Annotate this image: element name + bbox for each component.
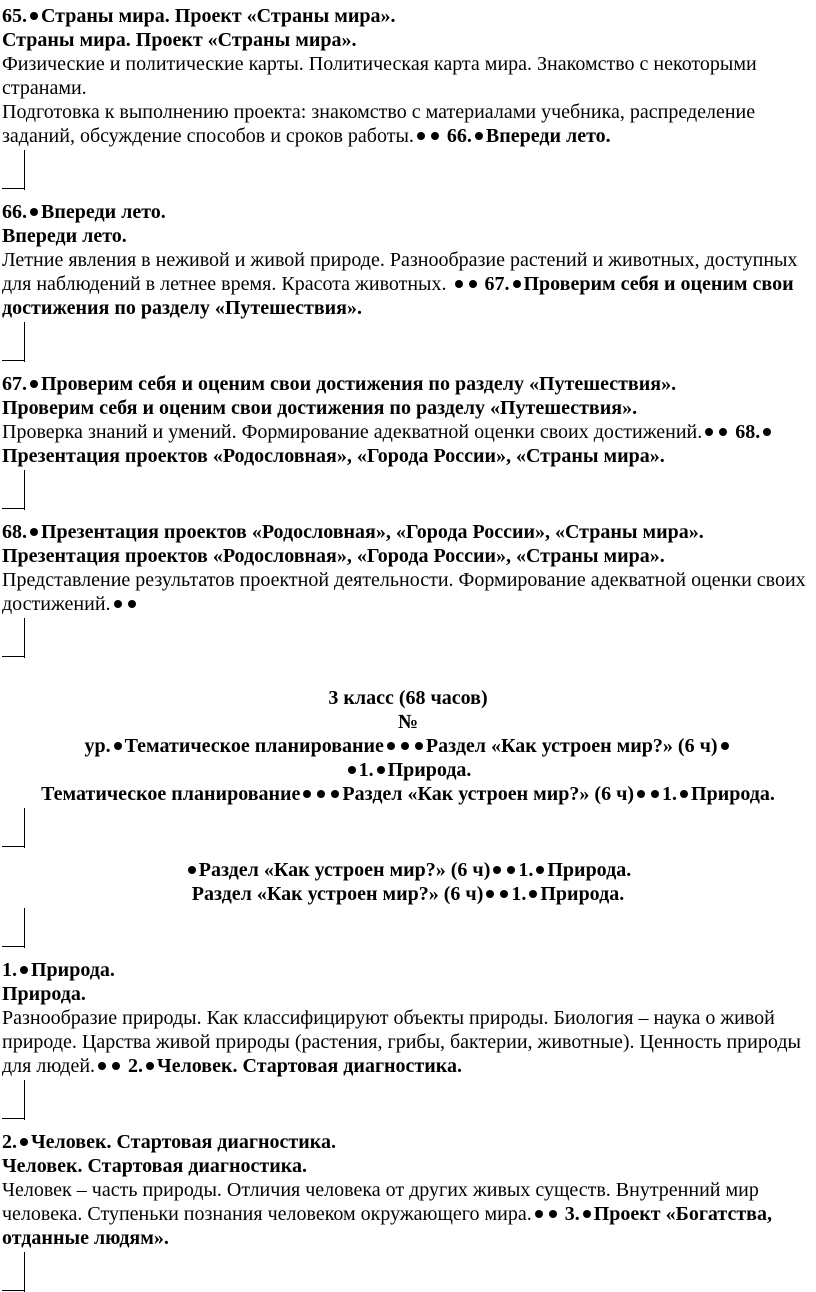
grade-header-line-1: ур. Тематическое планирование Раздел «Как устроен мир?» (6 ч)1. Природа. <box>0 734 816 782</box>
bullet-icon <box>30 528 38 536</box>
cell-marker <box>2 470 816 510</box>
bullet-icon <box>529 890 537 898</box>
lesson-block-1 <box>0 958 816 1120</box>
lesson-heading: 68. Презентация проектов «Родословная», «Города России», «Страны мира». <box>2 521 704 543</box>
bullet-icon <box>583 1210 591 1218</box>
bullet-icon <box>680 790 688 798</box>
bullet-icon <box>493 866 501 874</box>
lesson-heading: 67. Проверим себя и оценим свои достижения по разделу «Путешествия». <box>2 373 677 395</box>
lesson-heading: 66. Впереди лето. <box>2 201 166 223</box>
lesson-body: Человек – часть природы. Отличия человека от других живых существ. Внутренний мир человека. Ступеньки познания человеком окружающего мира. 3. Проект «Богатства, отданные людям». <box>2 1179 772 1249</box>
bullet-icon <box>20 1138 28 1146</box>
section-header-line-2: Раздел «Как устроен мир?» (6 ч) 1. Природа. <box>191 883 625 905</box>
cell-marker <box>2 808 816 848</box>
bullet-icon <box>507 866 515 874</box>
bullet-icon <box>535 1210 543 1218</box>
lesson-body: Разнообразие природы. Как классифицируют объекты природы. Биология – наука о живой природе. Царства живой природы (растения, грибы, бактерии, животные). Ценность природы для людей. 2. Человек. Стартовая диагностика. <box>2 1007 801 1077</box>
bullet-icon <box>536 866 544 874</box>
lesson-subheading: Впереди лето. <box>2 225 127 247</box>
lesson-number: 65. <box>2 5 27 27</box>
cell-marker <box>2 908 816 948</box>
bullet-icon <box>377 766 385 774</box>
cell-marker <box>2 150 816 190</box>
bullet-icon <box>475 132 483 140</box>
bullet-icon <box>486 890 494 898</box>
lesson-subheading: Природа. <box>2 983 86 1005</box>
grade-header-line-2: Тематическое планирование Раздел «Как устроен мир?» (6 ч) 1. Природа. <box>41 783 775 805</box>
bullet-icon <box>705 428 713 436</box>
lesson-block-66 <box>0 200 816 362</box>
next-number: 66. <box>446 125 472 147</box>
bullet-icon <box>417 132 425 140</box>
bullet-icon <box>401 742 409 750</box>
lesson-body: Летние явления в неживой и живой природе. Разнообразие растений и животных, доступных для наблюдений в летнее время. Красота животных. 67. Проверим себя и оценим свои достижения по разделу «Путешествия». <box>2 249 798 319</box>
number-sign: № <box>397 711 419 733</box>
lesson-body-2: Подготовка к выполнению проекта: знакомство с материалами учебника, распределение заданий, обсуждение способов и сроков работы. 66. Впереди лето. <box>2 101 756 147</box>
bullet-icon <box>331 790 339 798</box>
lesson-heading: 2. Человек. Стартовая диагностика. <box>2 1131 336 1153</box>
bullet-icon <box>112 1062 120 1070</box>
bullet-icon <box>719 428 727 436</box>
bullet-icon <box>637 790 645 798</box>
bullet-icon <box>128 600 136 608</box>
lesson-body: Физические и политические карты. Политическая карта мира. Знакомство с некоторыми странами. <box>2 53 757 99</box>
cell-marker <box>2 618 816 658</box>
bullet-icon <box>500 890 508 898</box>
bullet-icon <box>30 380 38 388</box>
lesson-block-65 <box>0 4 816 190</box>
bullet-icon <box>20 966 28 974</box>
lesson-body: Проверка знаний и умений. Формирование адекватной оценки своих достижений. 68.Презентация проектов «Родословная», «Города России», «Страны мира». <box>0 420 816 468</box>
bullet-icon <box>469 280 477 288</box>
bullet-icon <box>30 208 38 216</box>
bullet-icon <box>455 280 463 288</box>
lesson-body: Представление результатов проектной деятельности. Формирование адекватной оценки своих достижений. <box>2 569 806 615</box>
cell-marker <box>2 322 816 362</box>
cell-marker <box>2 1252 816 1292</box>
bullet-icon <box>348 766 356 774</box>
lesson-block-67 <box>0 372 816 510</box>
next-title: Впереди лето. <box>485 125 611 147</box>
section-header <box>0 858 816 948</box>
bullet-icon <box>651 790 659 798</box>
grade-title: 3 класс (68 часов) <box>328 687 488 709</box>
cell-marker <box>2 1080 816 1120</box>
lesson-subheading: Страны мира. Проект «Страны мира». <box>2 29 357 51</box>
lesson-subheading: Человек. Стартовая диагностика. <box>2 1155 307 1177</box>
bullet-icon <box>114 600 122 608</box>
bullet-icon <box>513 280 521 288</box>
bullet-icon <box>30 12 38 20</box>
bullet-icon <box>431 132 439 140</box>
bullet-icon <box>721 742 729 750</box>
section-header-line-1: Раздел «Как устроен мир?» (6 ч) 1. Природа. <box>0 858 816 882</box>
bullet-icon <box>303 790 311 798</box>
bullet-icon <box>415 742 423 750</box>
lesson-subheading: Проверим себя и оценим свои достижения по разделу «Путешествия». <box>2 397 638 419</box>
lesson-block-68 <box>0 520 816 658</box>
lesson-subheading: Презентация проектов «Родословная», «Города России», «Страны мира». <box>2 545 665 567</box>
grade-header <box>0 686 816 848</box>
lesson-heading: 1. Природа. <box>2 959 115 981</box>
bullet-icon <box>114 742 122 750</box>
lesson-heading <box>0 4 816 28</box>
bullet-icon <box>317 790 325 798</box>
bullet-icon <box>549 1210 557 1218</box>
bullet-icon <box>146 1062 154 1070</box>
lesson-title: Страны мира. Проект «Страны мира». <box>41 5 396 27</box>
lesson-block-2 <box>0 1130 816 1292</box>
bullet-icon <box>188 866 196 874</box>
bullet-icon <box>98 1062 106 1070</box>
bullet-icon <box>763 428 771 436</box>
bullet-icon <box>387 742 395 750</box>
